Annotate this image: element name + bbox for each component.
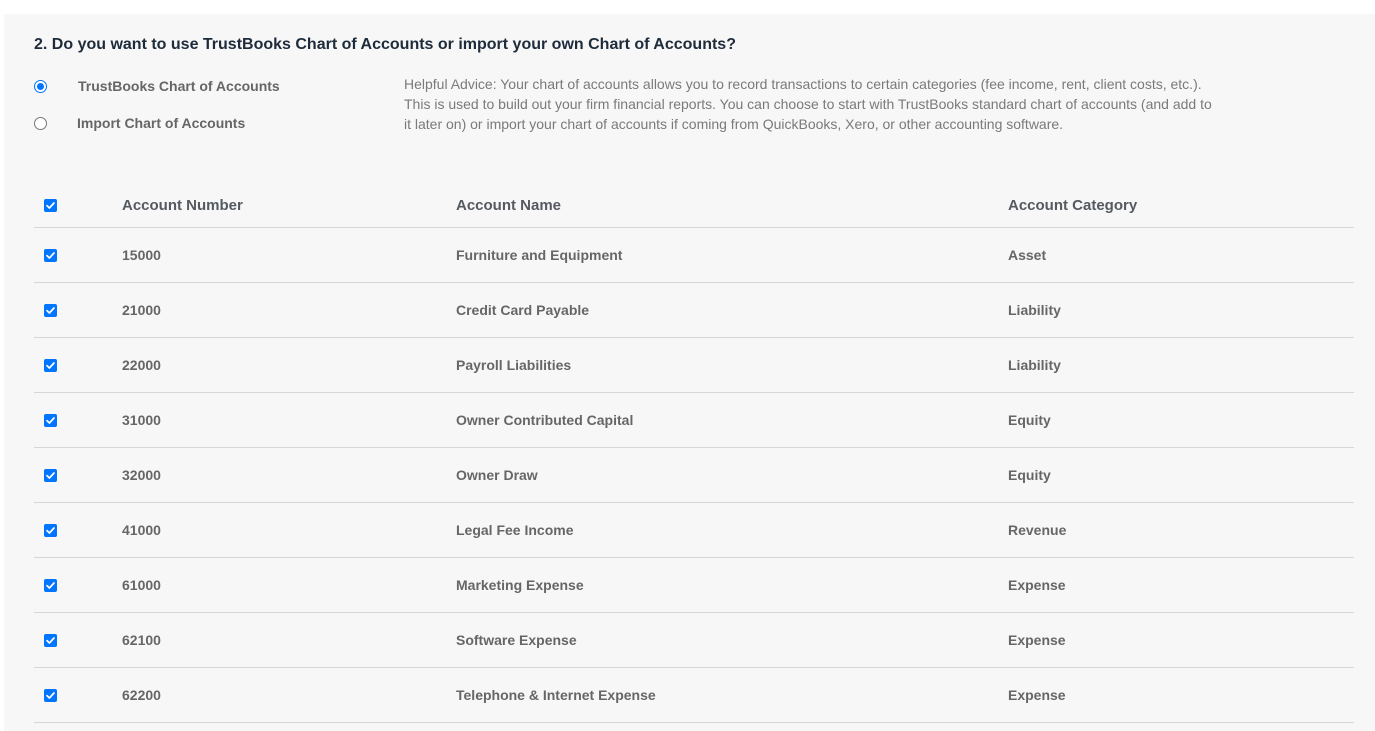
table-row bbox=[34, 338, 1354, 393]
accounts-table bbox=[34, 185, 1354, 723]
account-name: Payroll Liabilities bbox=[456, 357, 572, 373]
checkmark-icon bbox=[45, 250, 56, 261]
checkmark-icon bbox=[45, 580, 56, 591]
account-name: Legal Fee Income bbox=[456, 522, 574, 538]
checkmark-icon bbox=[45, 200, 56, 211]
row-checkbox[interactable] bbox=[44, 414, 57, 427]
helpful-advice-text: Helpful Advice: Your chart of accounts allows you to record transactions to certain categories (fee income, rent, client costs, etc.). This is used to build out your firm financial reports. You can choose to start with TrustBooks standard chart of accounts (and add to it later on) or import your chart of accounts if coming from QuickBooks, Xero, or other accounting software. bbox=[404, 76, 1212, 132]
row-checkbox[interactable] bbox=[44, 304, 57, 317]
row-checkbox[interactable] bbox=[44, 469, 57, 482]
account-category: Expense bbox=[1008, 632, 1066, 648]
account-category: Equity bbox=[1008, 412, 1051, 428]
account-number: 22000 bbox=[122, 357, 161, 373]
option-trustbooks-chart[interactable] bbox=[34, 78, 280, 94]
question-section bbox=[4, 14, 1375, 161]
account-number: 32000 bbox=[122, 467, 161, 483]
trustbooks-chart-label[interactable]: TrustBooks Chart of Accounts bbox=[78, 78, 280, 94]
table-row bbox=[34, 613, 1354, 668]
question-title: 2. Do you want to use TrustBooks Chart of Accounts or import your own Chart of Accounts? bbox=[34, 36, 736, 53]
checkmark-icon bbox=[45, 470, 56, 481]
account-number: 41000 bbox=[122, 522, 161, 538]
account-category: Equity bbox=[1008, 467, 1051, 483]
option-import-chart[interactable] bbox=[34, 115, 245, 131]
account-category: Expense bbox=[1008, 687, 1066, 703]
checkmark-icon bbox=[45, 690, 56, 701]
column-header-account-category: Account Category bbox=[1008, 197, 1138, 214]
table-row bbox=[34, 503, 1354, 558]
column-header-account-number: Account Number bbox=[122, 197, 243, 214]
trustbooks-chart-radio[interactable] bbox=[34, 80, 47, 93]
account-number: 62200 bbox=[122, 687, 161, 703]
column-header-account-name: Account Name bbox=[456, 197, 562, 214]
select-all-checkbox[interactable] bbox=[44, 199, 57, 212]
table-row bbox=[34, 448, 1354, 503]
account-category: Asset bbox=[1008, 247, 1047, 263]
account-category: Liability bbox=[1008, 357, 1061, 373]
table-header-row bbox=[34, 185, 1354, 228]
chart-of-accounts-panel bbox=[4, 14, 1375, 731]
account-number: 61000 bbox=[122, 577, 161, 593]
row-checkbox[interactable] bbox=[44, 634, 57, 647]
checkmark-icon bbox=[45, 360, 56, 371]
account-category: Liability bbox=[1008, 302, 1061, 318]
account-name: Furniture and Equipment bbox=[456, 247, 623, 263]
account-name: Marketing Expense bbox=[456, 577, 584, 593]
table-row bbox=[34, 393, 1354, 448]
checkmark-icon bbox=[45, 415, 56, 426]
row-checkbox[interactable] bbox=[44, 359, 57, 372]
account-name: Software Expense bbox=[456, 632, 577, 648]
account-name: Credit Card Payable bbox=[456, 302, 590, 318]
account-category: Expense bbox=[1008, 577, 1066, 593]
row-checkbox[interactable] bbox=[44, 579, 57, 592]
row-checkbox[interactable] bbox=[44, 524, 57, 537]
checkmark-icon bbox=[45, 525, 56, 536]
table-row bbox=[34, 668, 1354, 723]
account-number: 62100 bbox=[122, 632, 161, 648]
account-number: 21000 bbox=[122, 302, 161, 318]
import-chart-radio[interactable] bbox=[34, 117, 47, 130]
table-row bbox=[34, 283, 1354, 338]
account-number: 31000 bbox=[122, 412, 161, 428]
import-chart-label[interactable]: Import Chart of Accounts bbox=[77, 115, 246, 131]
account-number: 15000 bbox=[122, 247, 161, 263]
row-checkbox[interactable] bbox=[44, 249, 57, 262]
account-name: Owner Draw bbox=[456, 467, 538, 483]
account-name: Telephone & Internet Expense bbox=[456, 687, 656, 703]
account-category: Revenue bbox=[1008, 522, 1067, 538]
account-name: Owner Contributed Capital bbox=[456, 412, 634, 428]
checkmark-icon bbox=[45, 635, 56, 646]
checkmark-icon bbox=[45, 305, 56, 316]
table-row bbox=[34, 228, 1354, 283]
row-checkbox[interactable] bbox=[44, 689, 57, 702]
table-row bbox=[34, 558, 1354, 613]
